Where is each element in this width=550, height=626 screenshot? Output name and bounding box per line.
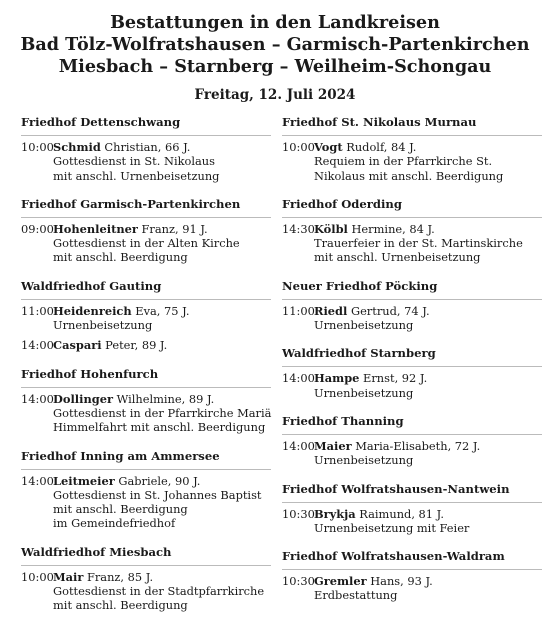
deceased-surname: Caspari: [53, 338, 102, 353]
burial-entry: [21, 474, 271, 531]
service-details: [282, 154, 542, 183]
service-details: [282, 236, 542, 265]
burial-time: 11:00: [282, 303, 315, 318]
burial-entry: [282, 507, 542, 536]
service-detail-line: Gottesdienst in der Alten Kirche: [53, 236, 240, 251]
deceased-surname: Maier: [314, 438, 352, 453]
deceased-name-age: Christian, 66 J.: [104, 140, 191, 154]
deceased-surname: Leitmeier: [53, 473, 115, 488]
cemetery-name: Friedhof Dettenschwang: [21, 114, 271, 136]
burial-entry: [282, 371, 542, 400]
cemetery-name: Friedhof Wolfratshausen-Waldram: [282, 548, 542, 570]
burial-time: 11:00: [21, 303, 54, 318]
deceased-name-age: Ernst, 92 J.: [363, 371, 428, 386]
service-detail-line: Gottesdienst in der Stadtpfarrkirche: [53, 584, 265, 599]
cemetery-section: [282, 413, 542, 468]
burial-entry: [21, 222, 271, 265]
deceased-name-age: Eva, 75 J.: [135, 303, 190, 318]
burial-entry: [21, 570, 271, 613]
cemetery-section: [282, 278, 542, 333]
burial-time: 14:00: [282, 438, 315, 453]
title-line-1: Bestattungen in den Landkreisen: [110, 12, 440, 33]
service-detail-line: Urnenbeisetzung: [314, 318, 414, 333]
notice-date: Freitag, 12. Juli 2024: [194, 87, 356, 103]
title-line-2: Bad Tölz-Wolfratshausen – Garmisch-Partenkirchen: [20, 34, 530, 55]
cemetery-section: [282, 481, 542, 536]
cemetery-section: [21, 366, 271, 435]
deceased-surname: Gremler: [314, 574, 367, 589]
burial-time: 10:30: [282, 506, 315, 521]
service-detail-line: Gottesdienst in St. Johannes Baptist: [53, 487, 262, 502]
burial-entry-row: [21, 392, 271, 406]
deceased-name-age: Franz, 85 J.: [86, 569, 154, 584]
burial-entry-row: [21, 474, 271, 488]
burial-entry-row: [21, 338, 271, 352]
deceased-surname: Dollinger: [53, 391, 113, 406]
cemetery-name: Waldfriedhof Gauting: [21, 278, 271, 300]
service-detail-line: Trauerfeier in der St. Martinskirche: [314, 236, 523, 251]
deceased-name-age: Gertrud, 74 J.: [350, 303, 430, 318]
burial-time: 14:00: [282, 371, 315, 386]
service-detail-line: mit anschl. Beerdigung: [53, 598, 188, 613]
burial-time: 14:00: [21, 473, 54, 488]
service-details: [21, 584, 271, 613]
cemetery-section: [21, 544, 271, 613]
burial-entry: [282, 439, 542, 468]
service-details: [21, 318, 271, 332]
burial-entry-row: [21, 570, 271, 584]
deceased-name-age: Wilhelmine, 89 J.: [116, 391, 215, 406]
deceased-name-age: Hans, 93 J.: [370, 574, 433, 589]
service-detail-line: Nikolaus mit anschl. Beerdigung: [314, 168, 504, 183]
burial-entry-row: [21, 222, 271, 236]
burial-entry-row: [282, 507, 542, 521]
cemetery-section: [282, 548, 542, 603]
service-detail-line: Urnenbeisetzung: [314, 453, 414, 468]
deceased-surname: Vogt: [314, 140, 343, 154]
burial-entry-row: [282, 371, 542, 385]
burial-time: 14:30: [282, 221, 315, 236]
cemetery-name: Friedhof Inning am Ammersee: [21, 448, 271, 470]
burial-entry-row: [282, 140, 542, 154]
burial-entry: [282, 304, 542, 333]
cemetery-section: [21, 448, 271, 531]
notice-header: [0, 0, 550, 104]
cemetery-name: Friedhof Wolfratshausen-Nantwein: [282, 481, 542, 503]
service-details: [282, 588, 542, 602]
burial-entry: [282, 574, 542, 603]
deceased-surname: Hampe: [314, 371, 360, 386]
cemetery-name: Neuer Friedhof Pöcking: [282, 278, 542, 300]
deceased-surname: Brykja: [314, 506, 356, 521]
burial-time: 10:30: [282, 574, 315, 589]
cemetery-name: Friedhof St. Nikolaus Murnau: [282, 114, 542, 136]
deceased-name-age: Gabriele, 90 J.: [118, 473, 201, 488]
service-details: [21, 236, 271, 265]
service-detail-line: mit anschl. Urnenbeisetzung: [53, 168, 220, 183]
service-detail-line: Gottesdienst in St. Nikolaus: [53, 154, 215, 169]
burial-time: 14:00: [21, 391, 54, 406]
service-details: [282, 521, 542, 535]
burial-entry-row: [21, 140, 271, 154]
deceased-name-age: Raimund, 81 J.: [359, 506, 444, 521]
deceased-name-age: Maria-Elisabeth, 72 J.: [355, 438, 481, 453]
deceased-name-age: Franz, 91 J.: [141, 221, 208, 236]
deceased-surname: Mair: [53, 569, 84, 584]
cemetery-section: [21, 114, 271, 183]
right-column: [282, 114, 542, 616]
deceased-surname: Hohenleitner: [53, 221, 138, 236]
cemetery-name: Waldfriedhof Starnberg: [282, 345, 542, 367]
cemetery-name: Friedhof Oderding: [282, 196, 542, 218]
burial-time: 09:00: [21, 221, 54, 236]
cemetery-name: Friedhof Thanning: [282, 413, 542, 435]
burial-time: 14:00: [21, 338, 54, 353]
service-detail-line: mit anschl. Beerdigung: [53, 250, 188, 265]
burial-entry: [282, 140, 542, 183]
service-detail-line: Requiem in der Pfarrkirche St.: [314, 154, 493, 169]
cemetery-name: Waldfriedhof Miesbach: [21, 544, 271, 566]
burial-entry-row: [282, 304, 542, 318]
burial-time: 10:00: [21, 140, 54, 154]
burial-entry: [21, 392, 271, 435]
service-detail-line: Gottesdienst in der Pfarrkirche Mariä: [53, 405, 272, 420]
cemetery-section: [282, 114, 542, 183]
service-details: [282, 318, 542, 332]
burial-time: 10:00: [282, 140, 315, 154]
service-detail-line: mit anschl. Urnenbeisetzung: [314, 250, 481, 265]
service-detail-line: im Gemeindefriedhof: [53, 516, 176, 531]
service-detail-line: mit anschl. Beerdigung: [53, 502, 188, 517]
service-detail-line: Urnenbeisetzung: [53, 318, 153, 333]
cemetery-name: Friedhof Garmisch-Partenkirchen: [21, 196, 271, 218]
burial-entry: [21, 140, 271, 183]
deceased-name-age: Peter, 89 J.: [105, 338, 168, 353]
burial-entry-row: [21, 304, 271, 318]
burial-entry: [21, 338, 271, 352]
cemetery-name: Friedhof Hohenfurch: [21, 366, 271, 388]
service-details: [21, 488, 271, 531]
service-details: [21, 154, 271, 183]
title-line-3: Miesbach – Starnberg – Weilheim-Schongau: [58, 56, 492, 77]
burial-entry-row: [282, 222, 542, 236]
service-details: [21, 406, 271, 435]
burial-time: 10:00: [21, 569, 54, 584]
cemetery-section: [282, 345, 542, 400]
deceased-name-age: Hermine, 84 J.: [351, 221, 435, 236]
service-detail-line: Urnenbeisetzung mit Feier: [314, 520, 470, 535]
deceased-surname: Kölbl: [314, 221, 348, 236]
deceased-surname: Riedl: [314, 303, 348, 318]
burial-entry: [21, 304, 271, 333]
service-details: [282, 453, 542, 467]
cemetery-section: [21, 278, 271, 353]
left-column: [21, 114, 271, 626]
burial-entry-row: [282, 439, 542, 453]
service-detail-line: Urnenbeisetzung: [314, 385, 414, 400]
deceased-name-age: Rudolf, 84 J.: [346, 140, 417, 154]
cemetery-section: [282, 196, 542, 265]
cemetery-section: [21, 196, 271, 265]
service-detail-line: Erdbestattung: [314, 588, 398, 603]
service-details: [282, 386, 542, 400]
service-detail-line: Himmelfahrt mit anschl. Beerdigung: [53, 420, 266, 435]
deceased-surname: Heidenreich: [53, 303, 132, 318]
deceased-surname: Schmid: [53, 140, 101, 154]
burial-entry: [282, 222, 542, 265]
burial-entry-row: [282, 574, 542, 588]
